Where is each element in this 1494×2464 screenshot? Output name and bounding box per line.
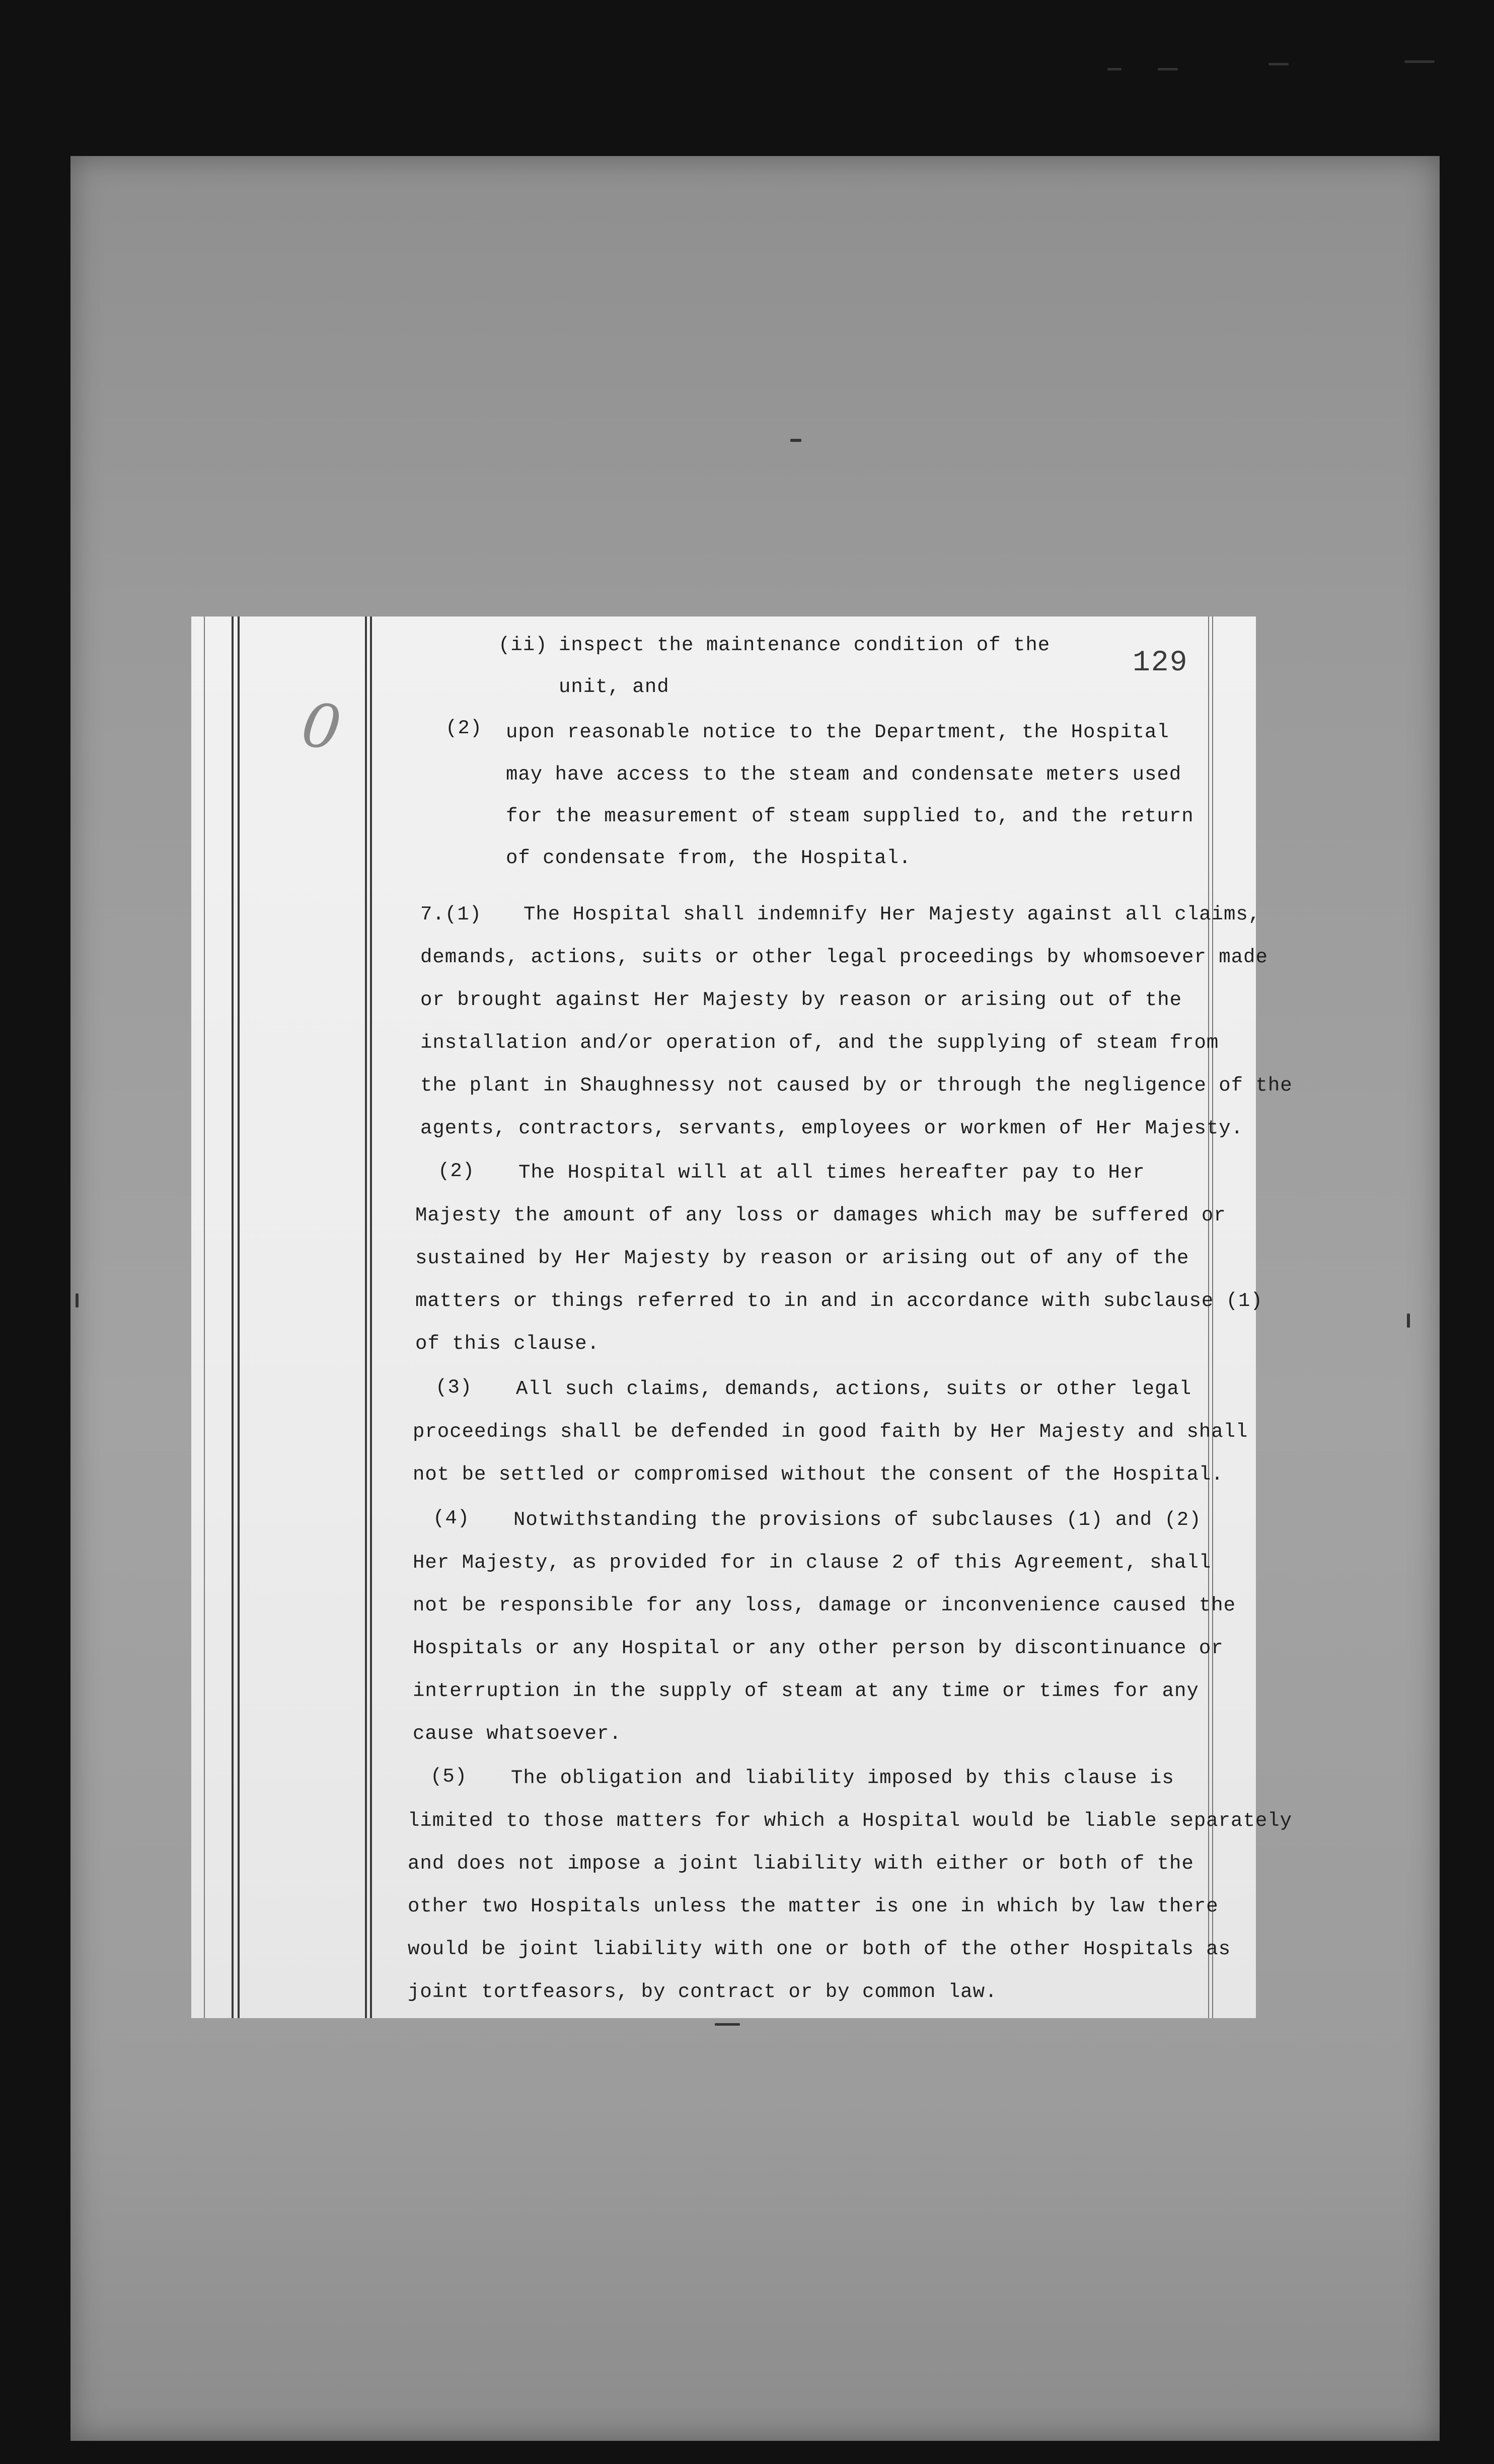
sheet-mark: [1407, 1314, 1410, 1328]
text-line: of this clause.: [415, 1333, 600, 1355]
text-line: the plant in Shaughnessy not caused by or through the negligence of the: [420, 1074, 1293, 1097]
clause-label: 7.(1): [420, 903, 482, 926]
scan-speck: [1107, 68, 1122, 70]
text-line: unit, and: [559, 676, 669, 698]
text-line: Majesty the amount of any loss or damages which may be suffered or: [415, 1204, 1226, 1226]
text-line: of condensate from, the Hospital.: [506, 847, 912, 869]
scan-speck: [1268, 63, 1289, 65]
text-line: agents, contractors, servants, employees or workmen of Her Majesty.: [420, 1117, 1244, 1139]
text-line: upon reasonable notice to the Department, the Hospital: [506, 721, 1169, 743]
text-line: proceedings shall be defended in good faith by Her Majesty and shall: [413, 1421, 1248, 1443]
subclause-label: (3): [435, 1376, 473, 1399]
text-line: joint tortfeasors, by contract or by common law.: [408, 1981, 998, 2003]
text-line: All such claims, demands, actions, suits or other legal: [516, 1378, 1192, 1400]
text-line: may have access to the steam and condensate meters used: [506, 763, 1182, 786]
subclause-label: (5): [430, 1765, 468, 1788]
subclause-label: (4): [433, 1507, 470, 1529]
page-number: 129: [1133, 647, 1188, 679]
text-line: sustained by Her Majesty by reason or arising out of any of the: [415, 1247, 1189, 1269]
text-line: or brought against Her Majesty by reason or arising out of the: [420, 989, 1182, 1011]
text-line: Hospitals or any Hospital or any other person by discontinuance or: [413, 1637, 1224, 1659]
scan-speck: [1158, 68, 1178, 70]
text-line: would be joint liability with one or both of the other Hospitals as: [408, 1938, 1231, 1960]
text-line: and does not impose a joint liability with either or both of the: [408, 1853, 1194, 1875]
subclause-label: (2): [445, 717, 483, 739]
text-line: for the measurement of steam supplied to, and the return: [506, 805, 1194, 827]
text-line: not be responsible for any loss, damage or inconvenience caused the: [413, 1594, 1236, 1616]
text-line: The Hospital shall indemnify Her Majesty against all claims,: [524, 903, 1261, 926]
text-line: inspect the maintenance condition of the: [559, 634, 1051, 656]
text-line: other two Hospitals unless the matter is one in which by law there: [408, 1895, 1219, 1917]
typed-page: [191, 617, 1293, 2018]
text-line: cause whatsoever.: [413, 1723, 622, 1745]
text-line: The obligation and liability imposed by this clause is: [511, 1767, 1174, 1789]
sheet-mark: [76, 1293, 79, 1307]
document-body: [191, 617, 1293, 2018]
text-line: limited to those matters for which a Hospital would be liable separately: [408, 1810, 1293, 1832]
text-line: installation and/or operation of, and the supplying of steam from: [420, 1032, 1219, 1054]
text-line: Her Majesty, as provided for in clause 2 of this Agreement, shall: [413, 1552, 1212, 1574]
text-line: matters or things referred to in and in accordance with subclause (1): [415, 1290, 1263, 1312]
subclause-label: (2): [438, 1160, 475, 1182]
handwritten-margin-mark: 0: [297, 689, 345, 764]
text-line: Notwithstanding the provisions of subclauses (1) and (2): [513, 1509, 1202, 1531]
scan-speck: [1404, 60, 1435, 63]
text-line: not be settled or compromised without the consent of the Hospital.: [413, 1464, 1224, 1486]
text-line: demands, actions, suits or other legal proceedings by whomsoever made: [420, 946, 1268, 968]
text-line: The Hospital will at all times hereafter pay to Her: [518, 1162, 1145, 1184]
sheet-mark: [790, 439, 801, 442]
text-line: interruption in the supply of steam at any time or times for any: [413, 1680, 1199, 1702]
subclause-label: (ii): [498, 634, 548, 656]
sheet-mark: [715, 2023, 740, 2026]
